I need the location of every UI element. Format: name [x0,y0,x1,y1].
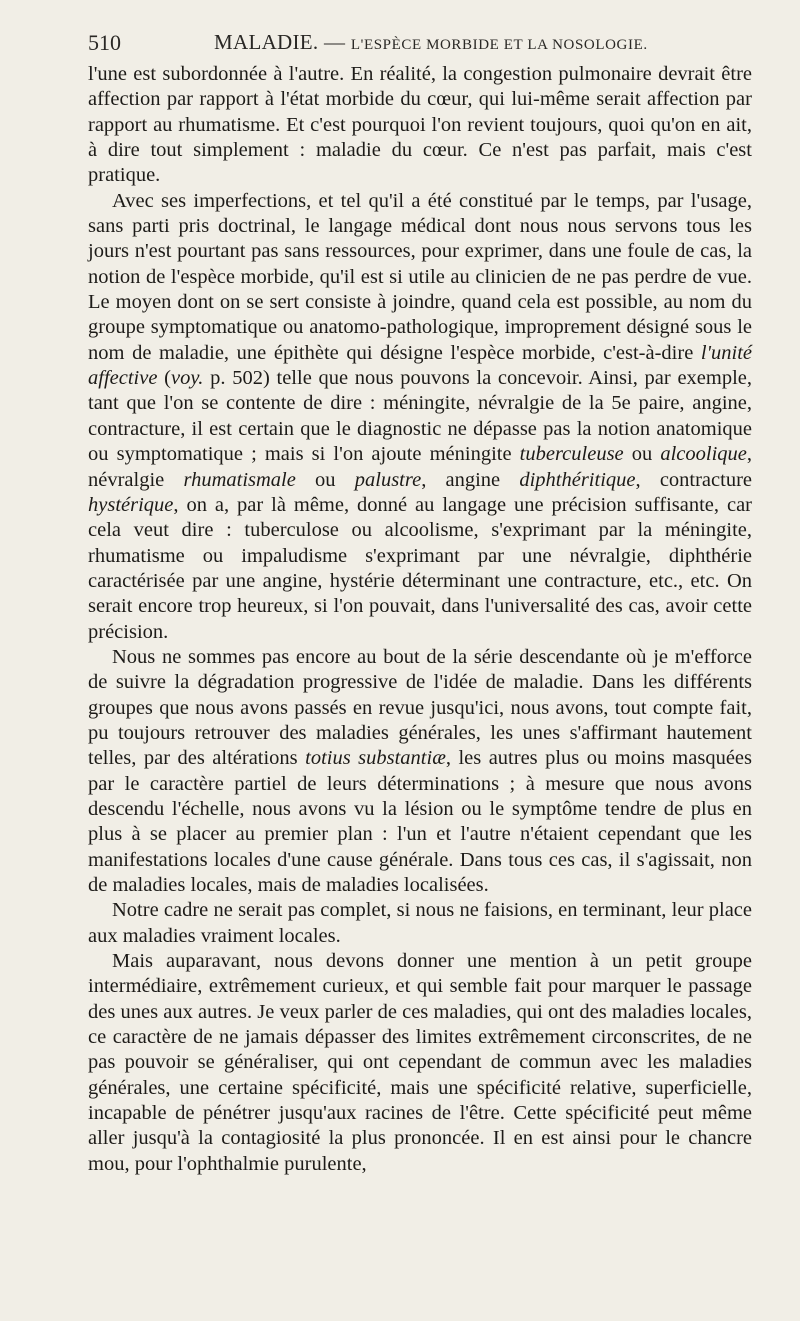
italic-text: rhumatismale [183,468,296,491]
running-title-dash: — [318,30,351,54]
italic-text: voy. [170,367,204,390]
italic-text: diphthéritique [519,468,636,491]
text-run: Notre cadre ne serait pas complet, si nous ne faisions, en terminant, leur place aux maladies vraiment locales. [88,899,752,947]
italic-text: palustre [354,468,422,491]
italic-text: alcoolique [660,443,747,466]
text-run: ( [157,367,171,390]
italic-text: l'unité affective [88,341,752,390]
running-title-sub: L'ESPÈCE MORBIDE ET LA NOSOLOGIE. [350,37,648,53]
text-run: Nous ne sommes pas encore au bout de la série descendante où je m'efforce de suivre la dégradation progressive de l'idée de maladie. Dans les différents groupes que nous avons passés en revue jusqu'ici, nous avons, tout compte fait, pu toujours retrouver des maladies générales, les unes s'affirmant hautement telles, par des altérations [88,645,752,770]
text-run: , névralgie [88,443,753,491]
text-run: , angine [421,468,520,491]
page-number: 510 [88,30,121,55]
italic-text: hystérique [88,493,174,516]
text-run: ou [623,443,661,466]
paragraph [88,898,752,949]
text-run: Mais auparavant, nous devons donner une mention à un petit groupe intermédiaire, extrêmement curieux, et qui semble fait pour marquer le passage des unes aux autres. Je veux parler de ces maladies, qui ont des maladies locales, ce caractère de ne jamais dépasser des limites extrêmement circonscrites, de ne pas pouvoir se généraliser, qui ont cependant de commun avec les maladies générales, une certaine spécificité, mais une spécificité relative, superficielle, incapable de pénétrer jusqu'aux racines de l'être. Cette spécificité peut même aller jusqu'à la contagiosité la plus prononcée. Il en est ainsi pour le chancre mou, pour l'ophthalmie purulente, [88,950,752,1175]
text-run: l'une est subordonnée à l'autre. En réalité, la congestion pulmonaire devrait être affection par rapport à l'état morbide du cœur, qui lui-même serait affection par rapport au rhumatisme. Et c'est pourquoi l'on revient toujours, quoi qu'on en ait, à dire tout simplement : maladie du cœur. Ce n'est pas parfait, mais c'est pratique. [88,63,752,187]
text-run: , les autres plus ou moins masquées par le caractère partiel de leurs déterminations ; à mesure que nous avons descendu l'échelle, nous avons vu la lésion ou le symptôme tendre de plus en plus à se placer au premier plan : l'un et l'autre n'étaient cependant que les manifestations locales d'une cause générale. Dans tous ces cas, il s'agissait, non de maladies locales, mais de maladies localisées. [88,747,752,896]
text-run: ou [295,468,355,491]
paragraph [88,62,752,189]
body-text [88,62,752,1177]
text-run: p. 502) telle que nous pouvons la concevoir. Ainsi, par exemple, tant que l'on se contente de dire : méningite, névralgie de la 5e paire, angine, contracture, il est certain que le diagnostic ne dépasse pas la notion anatomique ou symptomatique ; mais si l'on ajoute méningite [88,367,753,466]
italic-text: totius substantiæ [305,747,446,770]
text-run: Avec ses imperfections, et tel qu'il a été constitué par le temps, par l'usage, sans parti pris doctrinal, le langage médical dont nous nous servons tous les jours n'est pourtant pas sans ressources, pour exprimer, dans une foule de cas, la notion de l'espèce morbide, qu'il est si utile au clinicien de ne pas perdre de vue. Le moyen dont on se sert consiste à joindre, quand cela est possible, au nom du groupe symptomatique ou anatomo-pathologique, improprement désigné sous le nom de maladie, une épithète qui désigne l'espèce morbide, c'est-à-dire [88,189,752,364]
paragraph [88,189,752,645]
running-title [214,30,648,55]
paragraph [88,949,752,1177]
paragraph [88,645,752,898]
running-title-main: MALADIE. [214,30,319,54]
italic-text: tuberculeuse [519,443,624,466]
text-run: , on a, par là même, donné au langage une précision suffisante, car cela veut dire : tuberculose ou alcoolisme, s'exprimant par la méningite, rhumatisme ou impaludisme s'exprimant par une névralgie, diphthérie caractérisée par une angine, hystérie déterminant une contracture, etc., etc. On serait encore trop heureux, si l'on pouvait, dans l'universalité des cas, avoir cette précision. [88,493,752,643]
running-header [88,22,752,62]
text-run: , contracture [635,468,753,491]
